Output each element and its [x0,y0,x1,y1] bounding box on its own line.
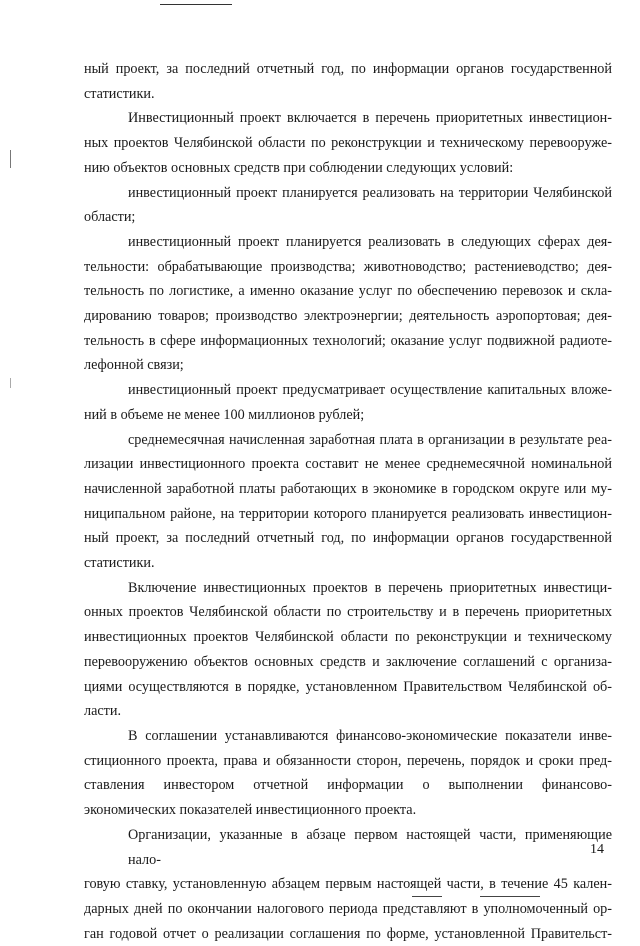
text-line: инвестиционный проект планируется реализовать на территории Челябинской [128,184,612,201]
text-line: перевооружению объектов основных средств и заключение соглашений с организа- [84,653,612,670]
page-number: 14 [590,842,604,857]
text-line: ставления инвестором отчетной информации о выполнении финансово- [84,777,612,794]
text-line: тельность в сфере информационных технологий; оказание услуг подвижной радиоте- [84,332,612,349]
text-line: инвестиционных проектов Челябинской области по реконструкции и техническому [84,629,612,646]
text-line: онных проектов Челябинской области по строительству и в перечень приоритетных [84,604,612,621]
text-line: тельности: обрабатывающие производства; животноводство; растениеводство; дея- [84,258,612,275]
text-line: Инвестиционный проект включается в перечень приоритетных инвестицион- [128,110,612,127]
text-line: ный проект, за последний отчетный год, по информации органов государственной [84,530,612,547]
text-line: дированию товаров; производство электроэнергии; деятельность аэропортовая; дея- [84,308,612,325]
text-line: ний в объеме не менее 100 миллионов рублей; [84,406,365,423]
body-text [84,57,612,946]
text-line: инвестиционный проект планируется реализовать в следующих сферах дея- [128,233,612,250]
text-line: ниципальном районе, на территории которого планируется реализовать инвестицион- [84,505,612,522]
bottom-rule [412,896,442,897]
margin-mark [10,378,11,388]
text-line: статистики. [84,85,155,102]
text-line: циями осуществляются в порядке, установленном Правительством Челябинской об- [84,678,612,695]
text-line: инвестиционный проект предусматривает осуществление капитальных вложе- [128,382,612,399]
text-line: экономических показателей инвестиционного проекта. [84,802,417,819]
text-line: среднемесячная начисленная заработная плата в организации в результате реа- [128,431,612,448]
top-rule [160,4,232,5]
text-line: ный проект, за последний отчетный год, по информации органов государственной [84,61,612,77]
text-line: Включение инвестиционных проектов в перечень приоритетных инвестици- [128,579,612,596]
text-line: В соглашении устанавливаются финансово-экономические показатели инве- [128,727,612,744]
text-line: лизации инвестиционного проекта составит не менее среднемесячной номинальной [84,456,612,473]
text-line: Организации, указанные в абзаце первом настоящей части, применяющие нало- [128,826,612,868]
text-line: стиционного проекта, права и обязанности сторон, перечень, порядок и сроки пред- [84,752,612,769]
text-line: дарных дней по окончании налогового периода представляют в уполномоченный ор- [84,900,612,917]
bottom-rule [480,896,540,897]
text-line: ных проектов Челябинской области по реконструкции и техническому перевооруже- [84,135,612,152]
text-line: начисленной заработной платы работающих в экономике в городском округе или му- [84,480,612,497]
text-line: нию объектов основных средств при соблюдении следующих условий: [84,159,514,176]
text-line: ган годовой отчет о реализации соглашения по форме, установленной Правительст- [84,925,612,942]
text-line: говую ставку, установленную абзацем первым настоящей части, в течение 45 кален- [84,876,612,893]
text-line: области; [84,209,136,226]
text-line: лефонной связи; [84,357,184,374]
text-line: статистики. [84,555,155,572]
margin-mark [10,150,11,168]
text-line: тельность по логистике, а именно оказание услуг по обеспечению перевозок и скла- [84,283,612,300]
text-line: ласти. [84,703,122,720]
